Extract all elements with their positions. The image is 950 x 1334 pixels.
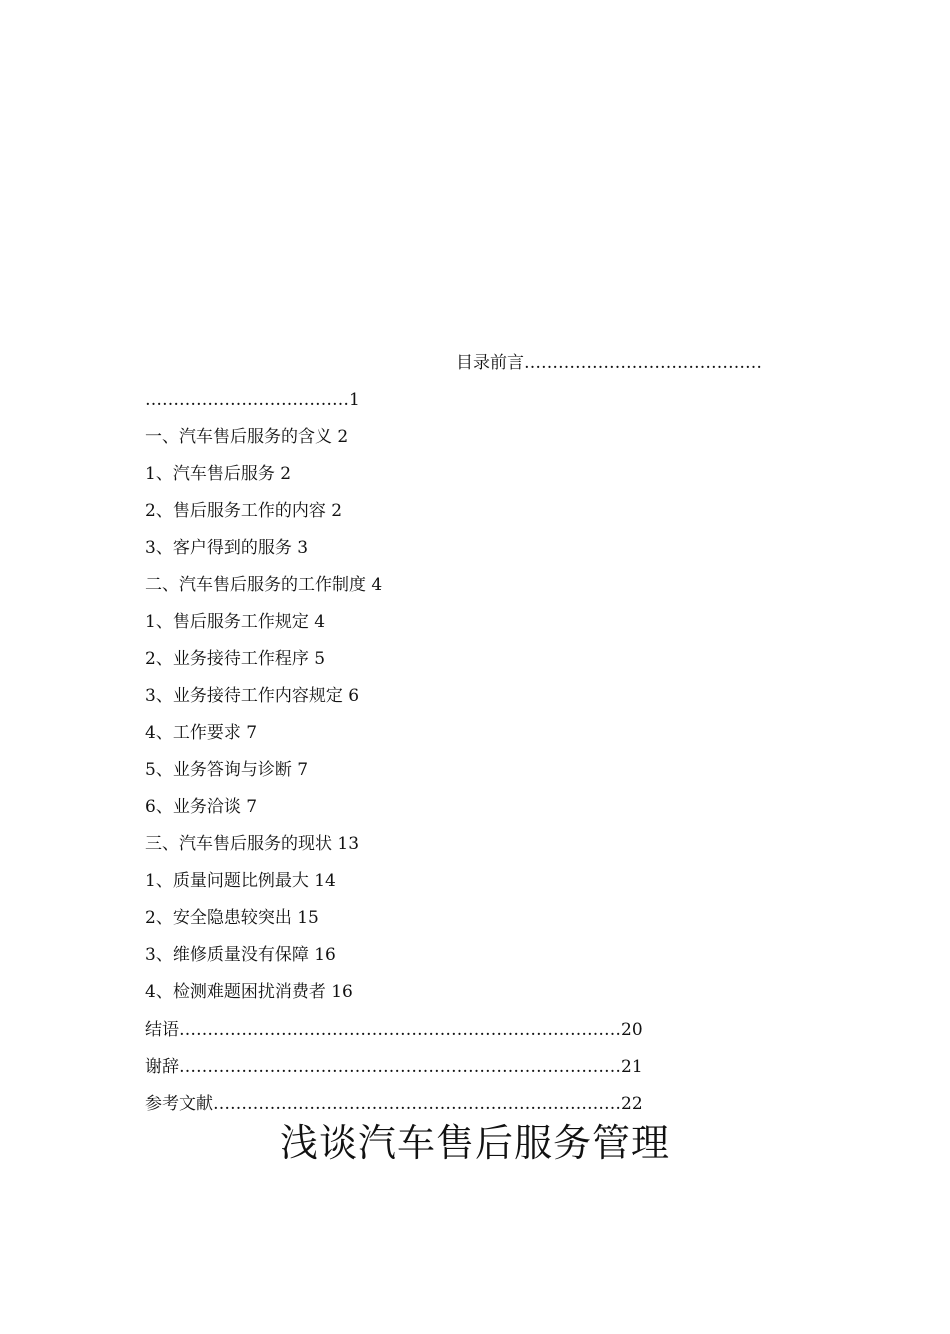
toc-item-references[interactable]: 参考文献………………………………………………………………22 — [145, 1094, 643, 1114]
toc-item[interactable]: 1、汽车售后服务 2 — [145, 464, 292, 484]
toc-item[interactable]: 3、维修质量没有保障 16 — [145, 945, 336, 965]
toc-item[interactable]: 二、汽车售后服务的工作制度 4 — [145, 575, 383, 595]
document-title: 浅谈汽车售后服务管理 — [279, 1121, 670, 1165]
toc-item[interactable]: 2、业务接待工作程序 5 — [145, 649, 326, 669]
toc-heading: 目录前言…………………………………… — [456, 353, 762, 373]
toc-item[interactable]: 一、汽车售后服务的含义 2 — [145, 427, 349, 447]
toc-item[interactable]: 4、检测难题困扰消费者 16 — [145, 982, 353, 1002]
toc-heading-continuation: ………………………………1 — [145, 390, 360, 410]
toc-item[interactable]: 4、工作要求 7 — [145, 723, 258, 743]
toc-item-conclusion[interactable]: 结语……………………………………………………………………20 — [145, 1020, 643, 1040]
toc-item[interactable]: 3、业务接待工作内容规定 6 — [145, 686, 360, 706]
toc-item[interactable]: 6、业务洽谈 7 — [145, 797, 258, 817]
toc-item[interactable]: 2、安全隐患较突出 15 — [145, 908, 319, 928]
toc-item-acknowledgements[interactable]: 谢辞……………………………………………………………………21 — [145, 1057, 643, 1077]
toc-tail-list — [145, 1017, 665, 1128]
toc-item[interactable]: 1、质量问题比例最大 14 — [145, 871, 336, 891]
toc-item[interactable]: 3、客户得到的服务 3 — [145, 538, 309, 558]
toc-item[interactable]: 5、业务答询与诊断 7 — [145, 760, 309, 780]
toc-list — [145, 424, 382, 1016]
toc-item[interactable]: 1、售后服务工作规定 4 — [145, 612, 326, 632]
toc-item[interactable]: 2、售后服务工作的内容 2 — [145, 501, 343, 521]
toc-item[interactable]: 三、汽车售后服务的现状 13 — [145, 834, 360, 854]
